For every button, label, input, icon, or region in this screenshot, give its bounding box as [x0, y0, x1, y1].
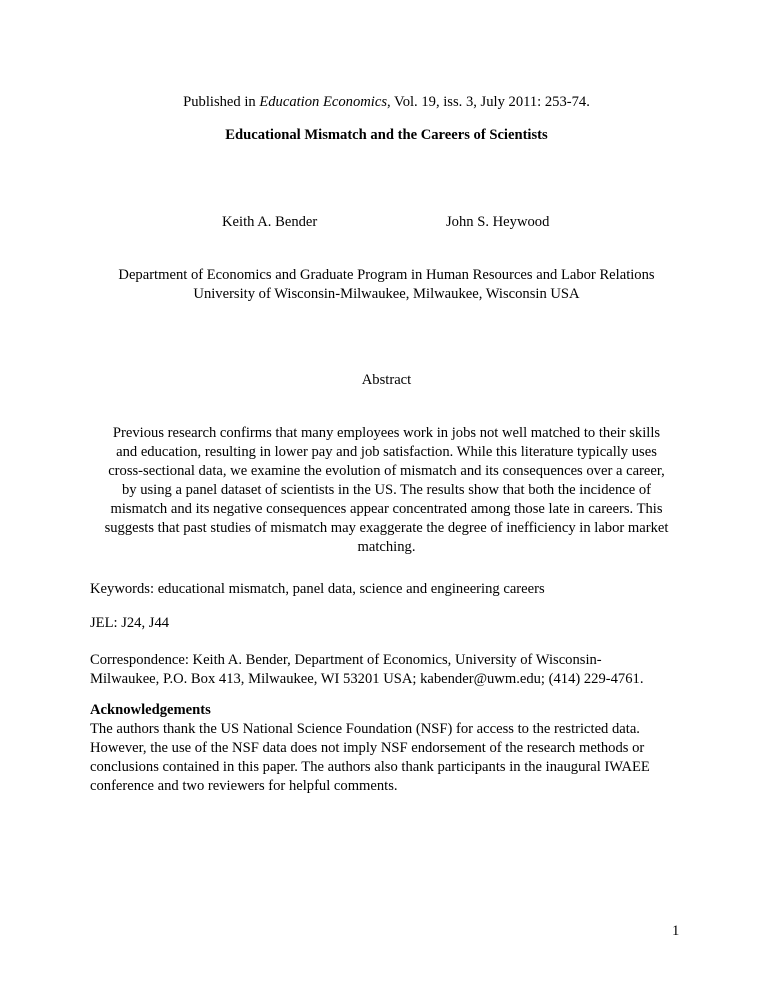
page-number: 1 — [672, 923, 680, 939]
paper-title: Educational Mismatch and the Careers of Scientists — [225, 127, 548, 143]
correspondence-line-2: Milwaukee, P.O. Box 413, Milwaukee, WI 53201 USA; kabender@uwm.edu; (414) 229-4761. — [90, 671, 644, 687]
publication-line — [0, 93, 773, 112]
correspondence-line-1: Correspondence: Keith A. Bender, Department of Economics, University of Wisconsin- — [90, 652, 602, 668]
author-heywood: John S. Heywood — [446, 214, 550, 230]
acknowledgements-line: conference and two reviewers for helpful comments. — [90, 778, 398, 794]
abstract-line: suggests that past studies of mismatch may exaggerate the degree of inefficiency in labor market — [104, 520, 669, 536]
abstract-line: matching. — [357, 539, 416, 555]
acknowledgements-line: The authors thank the US National Science Foundation (NSF) for access to the restricted data. — [90, 721, 640, 737]
abstract-line: by using a panel dataset of scientists in the US. The results show that both the incidence of — [121, 482, 652, 498]
affiliation-line-1: Department of Economics and Graduate Program in Human Resources and Labor Relations — [118, 267, 655, 283]
abstract-line: mismatch and its negative consequences appear concentrated among those late in careers. This — [110, 501, 663, 517]
abstract-line: Previous research confirms that many employees work in jobs not well matched to their skills — [112, 425, 661, 441]
author-bender: Keith A. Bender — [222, 214, 318, 230]
acknowledgements-line: conclusions contained in this paper. The authors also thank participants in the inaugural IWAEE — [90, 759, 650, 775]
publication-prefix: Published in — [183, 94, 260, 110]
correspondence — [90, 651, 690, 689]
abstract-line: cross-sectional data, we examine the evolution of mismatch and its consequences over a career, — [108, 463, 665, 479]
acknowledgements — [90, 701, 700, 796]
acknowledgements-heading: Acknowledgements — [90, 702, 211, 718]
acknowledgements-line: However, the use of the NSF data does not imply NSF endorsement of the research methods or — [90, 740, 645, 756]
abstract-body — [90, 424, 683, 557]
keywords: Keywords: educational mismatch, panel data, science and engineering careers — [90, 581, 545, 597]
journal-name: Education Economics — [259, 94, 388, 110]
affiliation — [0, 266, 773, 304]
publication-suffix: , Vol. 19, iss. 3, July 2011: 253-74. — [387, 94, 590, 110]
abstract-heading: Abstract — [361, 372, 412, 388]
affiliation-line-2: University of Wisconsin-Milwaukee, Milwaukee, Wisconsin USA — [193, 286, 580, 302]
jel-codes: JEL: J24, J44 — [90, 615, 170, 631]
abstract-line: and education, resulting in lower pay and job satisfaction. While this literature typically uses — [116, 444, 657, 460]
